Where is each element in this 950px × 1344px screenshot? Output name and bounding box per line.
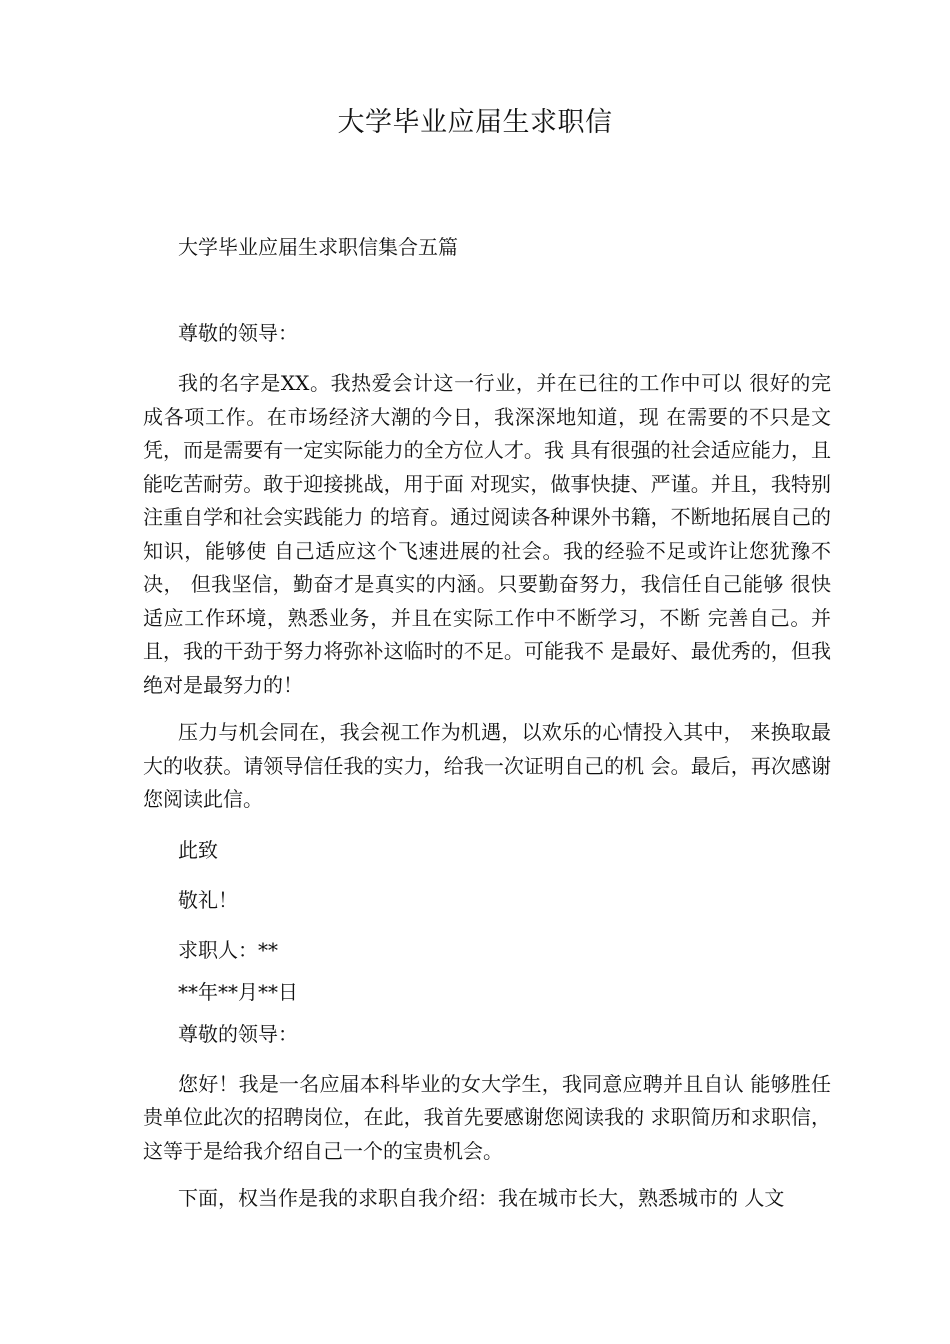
closing-line: 此致 bbox=[178, 837, 218, 862]
letter-paragraph: 我的名字是XX。我热爱会计这一行业，并在已往的工作中可以 很好的完成各项工作。在市场经济大潮的今日，我深深地知道，现 在需要的不只是文凭，而是需要有一定实际能力的全方位人才。我 具有很强的社会适应能力，且能吃苦耐劳。敢于迎接挑战，用于面 对现实，做事快捷、严谨。并且，我特别注重自学和社会实践能力 的培育。通过阅读各种课外书籍，不断地拓展自己的知识，能够使 自己适应这个飞速进展的社会。我的经验不足或许让您犹豫不决， 但我坚信，勤奋才是真实的内涵。只要勤奋努力，我信任自己能够 很快适应工作环境，熟悉业务，并且在实际工作中不断学习，不断 完善自己。并且，我的干劲于努力将弥补这临时的不足。可能我不 是最好、最优秀的，但我绝对是最努力的！ bbox=[143, 371, 831, 697]
closing-line: 敬礼！ bbox=[178, 887, 238, 912]
letter-body bbox=[143, 318, 831, 1216]
letter-paragraph: 下面，权当作是我的求职自我介绍：我在城市长大，熟悉城市的 人文 bbox=[178, 1186, 785, 1210]
document-title: 大学毕业应届生求职信 bbox=[337, 107, 613, 138]
salutation: 尊敬的领导： bbox=[178, 321, 298, 345]
letter-paragraph: 您好！我是一名应届本科毕业的女大学生，我同意应聘并且自认 能够胜任贵单位此次的招聘岗位，在此，我首先要感谢您阅读我的 求职简历和求职信，这等于是给我介绍自己一个的宝贵机会。 bbox=[143, 1071, 831, 1163]
salutation: 尊敬的领导： bbox=[178, 1021, 298, 1046]
letter-date: **年**月**日 bbox=[178, 979, 298, 1004]
applicant-name: 求职人：** bbox=[178, 937, 278, 962]
document-subtitle: 大学毕业应届生求职信集合五篇 bbox=[178, 235, 458, 259]
letter-paragraph: 压力与机会同在，我会视工作为机遇，以欢乐的心情投入其中， 来换取最大的收获。请领导信任我的实力，给我一次证明自己的机 会。最后，再次感谢您阅读此信。 bbox=[143, 720, 831, 811]
